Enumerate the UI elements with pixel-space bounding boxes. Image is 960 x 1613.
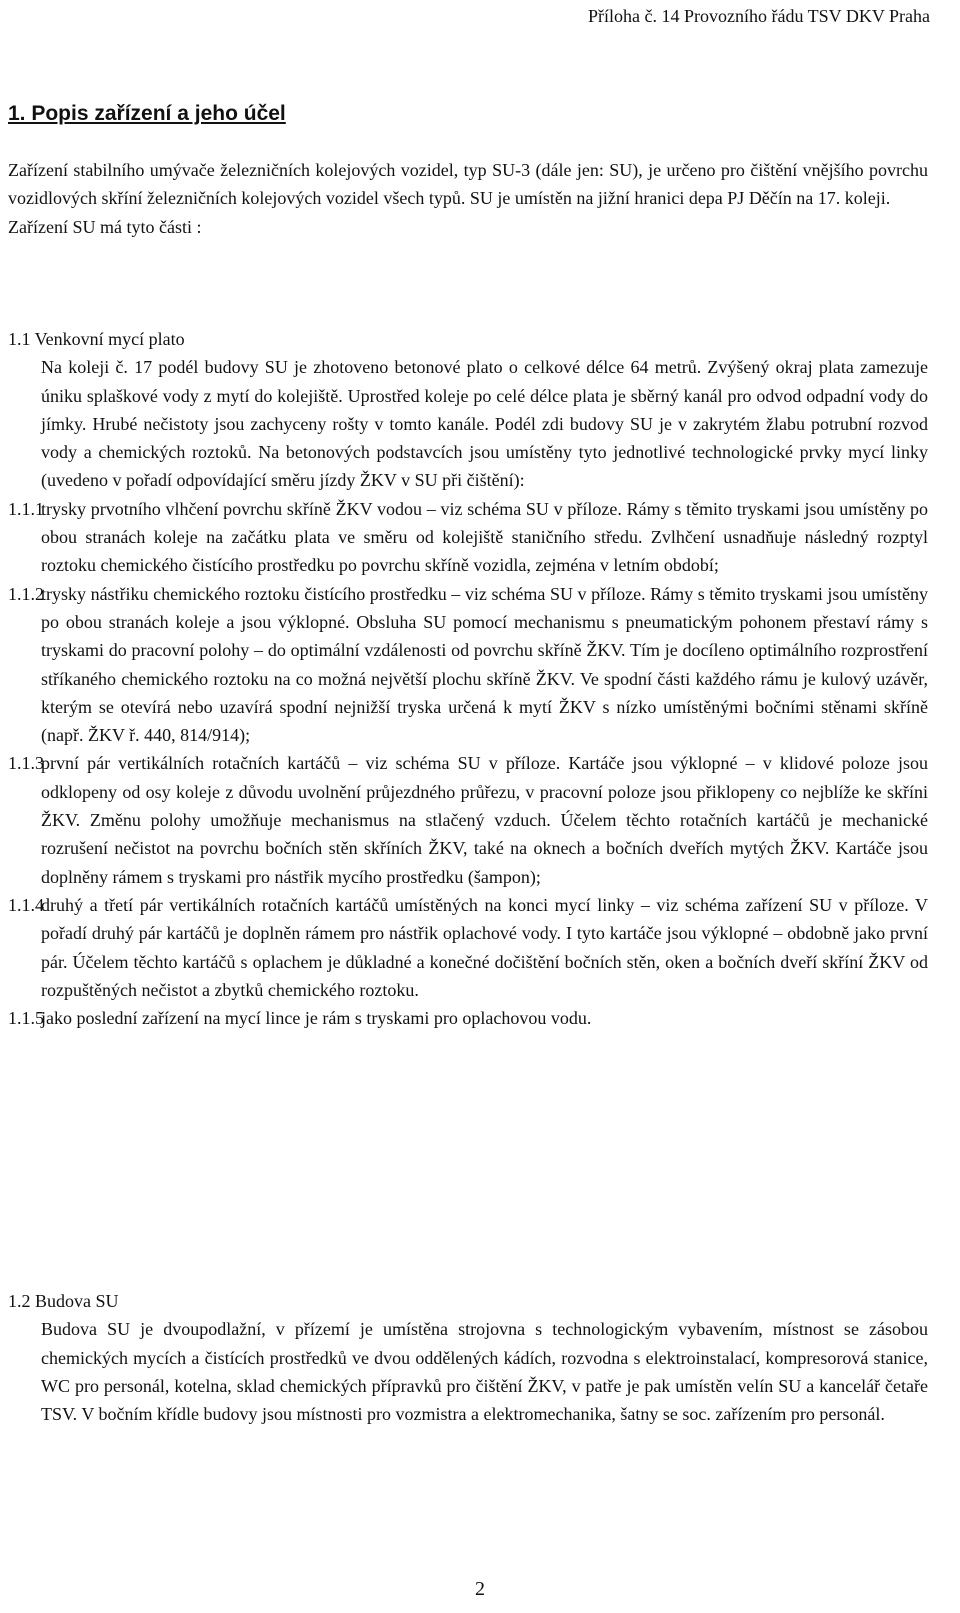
intro-paragraph: Zařízení stabilního umývače železničních kolejových vozidel, typ SU-3 (dále jen: SU), je určeno pro čištění vnějšího povrchu vozidlových skříní železničních kolejových vozidel všech typů. SU je umístěn na jižní hranici depa PJ Děčín na 17. koleji.	[8, 160, 928, 209]
item-number: 1.1.5	[8, 1008, 44, 1029]
list-item-1-1-2	[8, 580, 928, 750]
section-1-1-heading: 1.1 Venkovní mycí plato	[8, 329, 185, 349]
item-number: 1.1.3	[8, 753, 44, 774]
page-number: 2	[475, 1578, 485, 1600]
section-1-2-body: Budova SU je dvoupodlažní, v přízemí je umístěna strojovna s technologickým vybavením, místnost se zásobou chemických mycích a čistících prostředků ve dvou oddělených kádích, rozvodna s elektroinstalací, kompresorová stanice, WC pro personál, kotelna, sklad chemických přípravků pro čištění ŽKV, v patře je pak umístěn velín SU a kancelář četaře TSV. V bočním křídle budovy jsou místnosti pro vozmistra a elektromechanika, šatny se soc. zařízením pro personál.	[41, 1319, 928, 1425]
section-1-2-heading: 1.2 Budova SU	[8, 1291, 119, 1311]
item-text: druhý a třetí pár vertikálních rotačních kartáčů umístěných na konci mycí linky – viz schéma zařízení SU v příloze. V pořadí druhý pár kartáčů je doplněn rámem pro nástřik oplachové vody. I tyto kartáče jsou výklopné – obdobně jako první pár. Účelem těchto kartáčů s oplachem je důkladné a konečné dočištění bočních stěn, oken a bočních dveří skříní ŽKV od rozpuštěných nečistot a zbytků chemického roztoku.	[41, 894, 928, 1000]
item-text: první pár vertikálních rotačních kartáčů – viz schéma SU v příloze. Kartáče jsou výklopné – v klidové poloze jsou odklopeny od osy koleje z důvodu uvolnění průjezdného průřezu, v pracovní poloze jsou přiklopeny co nejblíže ke skříni ŽKV. Změnu polohy umožňuje mechanismus na stlačený vzduch. Účelem těchto rotačních kartáčů je mechanické rozrušení nečistot na povrchu bočních stěn skříních ŽKV, také na oknech a bočních dveřích mytých ŽKV. Kartáče jsou doplněny rámem s tryskami pro nástřik mycího prostředku (šampon);	[41, 753, 928, 887]
item-text: trysky prvotního vlhčení povrchu skříně ŽKV vodou – viz schéma SU v příloze. Rámy s těmito tryskami jsou umístěny po obou stranách koleje na začátku plata ve směru od kolejiště staničního středu. Zvlhčení usnadňuje následný rozptyl roztoku chemického čistícího prostředku po povrchu skříně vozidla, zejména v letním období;	[41, 498, 928, 576]
list-item-1-1-1	[8, 495, 928, 580]
section-1-1	[8, 325, 928, 1032]
list-item-1-1-4	[8, 891, 928, 1004]
section-title: 1. Popis zařízení a jeho účel	[8, 102, 286, 125]
intro-parts-line: Zařízení SU má tyto části :	[8, 216, 202, 237]
item-text: trysky nástřiku chemického roztoku čistícího prostředku – viz schéma SU v příloze. Rámy s těmito tryskami jsou umístěny po obou stranách koleje a jsou výklopné. Obsluha SU pomocí mechanismu s pneumatickým pohonem přestaví rámy s tryskami do pracovní polohy – do optimální vzdálenosti od povrchu skříně ŽKV. Tím je docíleno optimálního rozprostření stříkaného chemického roztoku na co možná největší plochu skříně ŽKV. Ve spodní části každého rámu je kulový uzávěr, kterým se otevírá nebo uzavírá spodní nejnižší tryska určená k mytí ŽKV s nízko umístěnými bočními stěnami skříně (např. ŽKV ř. 440, 814/914);	[41, 583, 928, 746]
list-item-1-1-3	[8, 749, 928, 890]
item-number: 1.1.4	[8, 894, 44, 915]
section-1-1-body: Na koleji č. 17 podél budovy SU je zhotoveno betonové plato o celkové délce 64 metrů. Zvýšený okraj plata zamezuje úniku splaškové vody z mytí do kolejiště. Uprostřed koleje po celé délce plata je sběrný kanál pro odvod odpadní vody do jímky. Hrubé nečistoty jsou zachyceny rošty v tomto kanále. Podél zdi budovy SU je v zakrytém žlabu potrubní rozvod vody a chemických roztoků. Na betonových podstavcích jsou umístěny tyto jednotlivé technologické prvky mycí linky (uvedeno v pořadí odpovídající směru jízdy ŽKV v SU při čištění):	[41, 357, 928, 491]
page-header: Příloha č. 14 Provozního řádu TSV DKV Praha	[588, 6, 930, 26]
item-number: 1.1.2	[8, 583, 44, 604]
item-number: 1.1.1	[8, 498, 44, 519]
section-1-2	[8, 1287, 928, 1428]
item-text: jako poslední zařízení na mycí lince je rám s tryskami pro oplachovou vodu.	[41, 1008, 592, 1029]
document-body	[8, 156, 928, 241]
list-item-1-1-5	[8, 1004, 928, 1032]
